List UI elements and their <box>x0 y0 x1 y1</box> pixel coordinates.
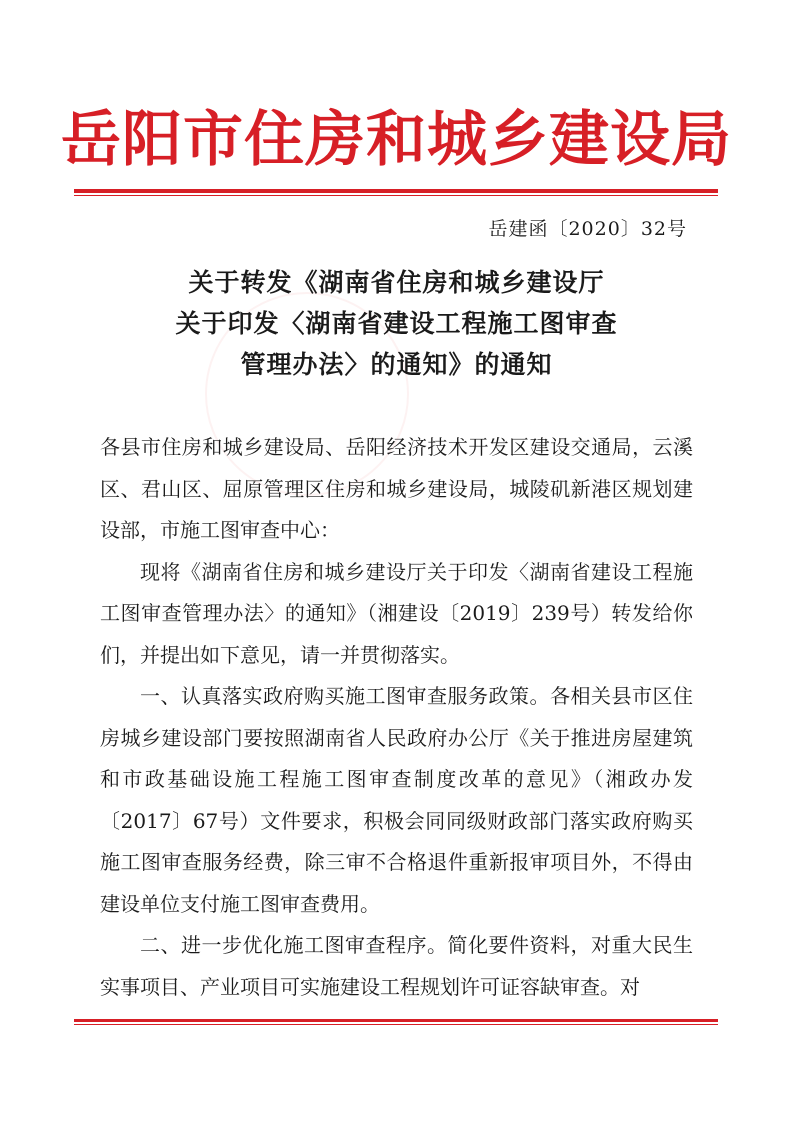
document-title-line-1: 关于转发《湖南省住房和城乡建设厅 <box>188 268 605 297</box>
body-paragraph-recipients: 各县市住房和城乡建设局、岳阳经济技术开发区建设交通局，云溪区、君山区、屈原管理区住房和城乡建设局，城陵矶新港区规划建设部，市施工图审查中心： <box>100 435 693 542</box>
document-number: 岳建函〔2020〕32号 <box>488 218 687 240</box>
header-red-rule-thin <box>74 195 718 196</box>
header-red-rule-thick <box>74 189 718 193</box>
footer-red-rule-thin <box>74 1024 718 1025</box>
agency-header-title: 岳阳市住房和城乡建设局 <box>61 105 732 175</box>
document-body <box>100 427 693 1008</box>
footer-red-rule-thick <box>74 1019 718 1022</box>
body-paragraph-point-1: 一、认真落实政府购买施工图审查服务政策。各相关县市区住房城乡建设部门要按照湖南省人民政府办公厅《关于推进房屋建筑和市政基础设施工程施工图审查制度改革的意见》（湘政办发〔2017〕67号）文件要求，积极会同同级财政部门落实政府购买施工图审查服务经费，除三审不合格退件重新报审项目外，不得由建设单位支付施工图审查费用。 <box>100 684 693 916</box>
document-title-line-3: 管理办法〉的通知》的通知 <box>240 350 553 379</box>
document-title-line-2: 关于印发〈湖南省建设工程施工图审查 <box>175 309 618 338</box>
body-paragraph-intro: 现将《湖南省住房和城乡建设厅关于印发〈湖南省建设工程施工图审查管理办法〉的通知》（湘建设〔2019〕239号）转发给你们，并提出如下意见，请一并贯彻落实。 <box>100 559 693 667</box>
document-title <box>0 262 793 385</box>
body-paragraph-point-2: 二、进一步优化施工图审查程序。简化要件资料，对重大民生实事项目、产业项目可实施建设工程规划许可证容缺审查。对 <box>100 933 693 999</box>
